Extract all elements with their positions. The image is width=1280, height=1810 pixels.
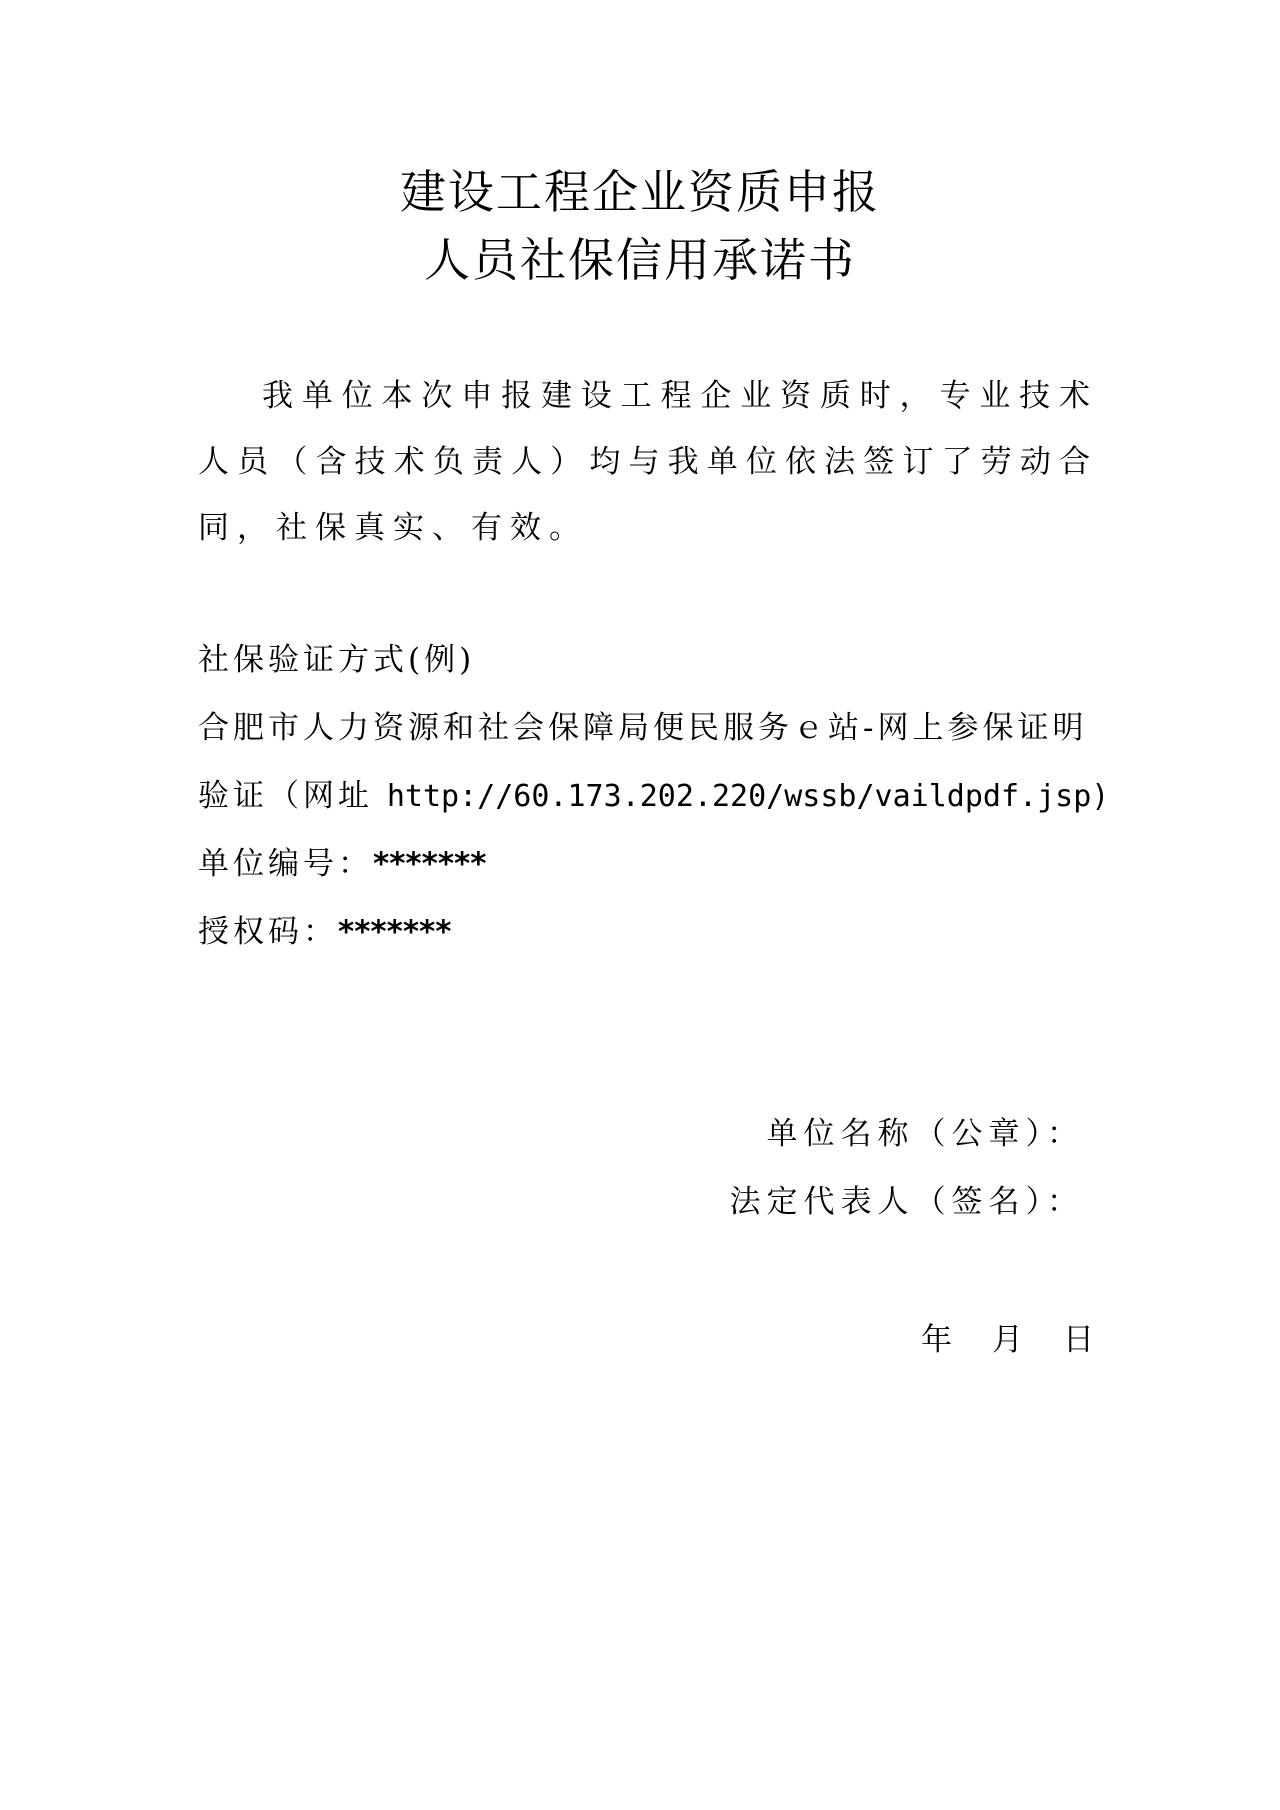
verification-site-line2 (198, 774, 1109, 819)
document-title-line1: 建设工程企业资质申报 (400, 165, 880, 219)
unit-number-label: 单位编号： (198, 846, 373, 882)
verification-site-line1: 合肥市人力资源和社会保障局便民服务ｅ站-网上参保证明 (198, 710, 1088, 746)
verification-url: http://60.173.202.220/wssb/vaildpdf.jsp (386, 779, 1092, 814)
unit-number-value: ******* (373, 846, 487, 882)
auth-code-line (198, 910, 451, 954)
date-year: 年 (921, 1322, 952, 1358)
verification-method-label: 社保验证方式(例) (198, 642, 476, 678)
verification-site-prefix: 验证（网址 (198, 778, 387, 814)
date-line (921, 1318, 1094, 1362)
legal-representative-signature-label: 法定代表人（签名）： (729, 1184, 1084, 1220)
verification-site-suffix: ) (1091, 779, 1110, 814)
auth-code-value: ******* (338, 914, 452, 950)
document-title-line2: 人员社保信用承诺书 (424, 233, 856, 287)
date-month: 月 (992, 1322, 1023, 1358)
unit-name-seal-label: 单位名称（公章）： (766, 1116, 1084, 1152)
unit-number-line (198, 842, 486, 886)
date-day: 日 (1063, 1322, 1094, 1358)
auth-code-label: 授权码： (198, 914, 338, 950)
commitment-paragraph: 我单位本次申报建设工程企业资质时，专业技术人员（含技术负责人）均与我单位依法签订了劳动合同，社保真实、有效。 (198, 378, 1098, 546)
